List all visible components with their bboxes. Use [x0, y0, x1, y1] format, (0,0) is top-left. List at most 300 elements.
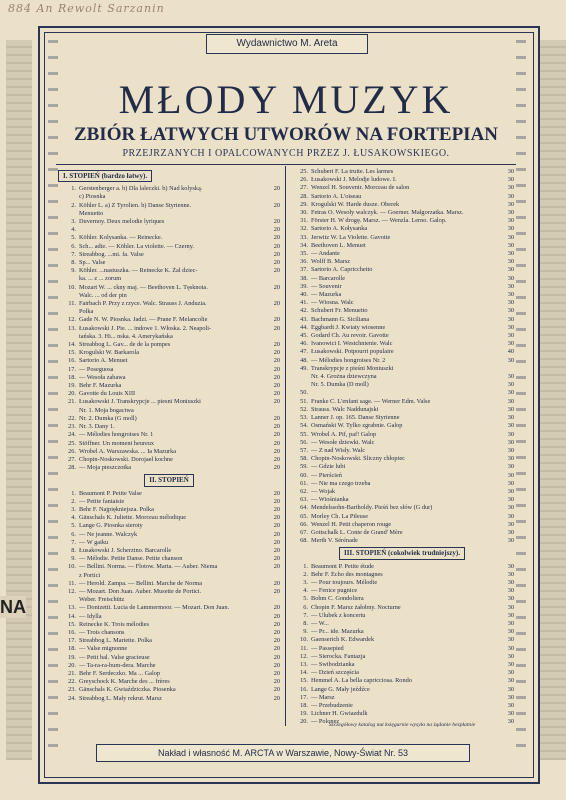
entry-number: 53.	[300, 414, 308, 422]
entry-price: 30	[507, 414, 514, 422]
entry-title: — Mélodies hongroises Nr. 2	[311, 356, 386, 364]
catalog-entry	[58, 596, 280, 604]
entry-number: 20.	[300, 718, 308, 726]
entry-title: Nr. 3. Dany 1.	[79, 423, 115, 431]
entry-price: 30	[507, 291, 514, 299]
catalog-entry	[58, 490, 280, 498]
catalog-entry	[58, 662, 280, 670]
entry-number: 14.	[300, 669, 308, 677]
catalog-entry	[290, 620, 514, 628]
entry-title: — Petite fantaisie	[79, 497, 125, 505]
catalog-entry	[58, 292, 280, 300]
entry-title: Greyschock K. Marche des ... frères	[79, 678, 170, 686]
catalog-entry	[290, 201, 514, 209]
entry-price: 20	[273, 620, 280, 628]
catalog-entry	[290, 472, 514, 480]
entry-title: Sp... Valse	[79, 259, 106, 267]
entry-title: — Sierocka. Fantazja	[311, 652, 366, 660]
entry-price: 40	[507, 348, 514, 356]
entry-price: 20	[273, 686, 280, 694]
entry-price: 30	[507, 430, 514, 438]
entry-price: 30	[507, 250, 514, 258]
catalog-entry	[290, 521, 514, 529]
entry-title: Streabbog L. Mały rekrut. Marsz	[79, 694, 162, 702]
entry-price: 30	[507, 587, 514, 595]
publisher-label: Wydawnictwo M. Areta	[206, 34, 368, 54]
catalog-entry	[290, 612, 514, 620]
catalog-entry	[290, 529, 514, 537]
entry-price: 20	[273, 259, 280, 267]
entry-price: 30	[507, 381, 514, 389]
header-divider	[56, 164, 516, 165]
entry-price: 20	[273, 653, 280, 661]
entry-title: Transkrypcje z pieśni Moniuszki	[311, 364, 394, 372]
entry-number: 64.	[300, 504, 308, 512]
entry-number	[290, 373, 311, 381]
entry-number: 8.	[303, 619, 308, 627]
entry-title: Bachmann G. Siciliana	[311, 315, 370, 323]
catalog-entry	[290, 636, 514, 644]
entry-number: 25.	[300, 168, 308, 175]
entry-price: 30	[507, 710, 514, 718]
entry-number: 4.	[303, 587, 308, 595]
catalog-entry	[290, 694, 514, 702]
entry-title: Chopin-Noskowski. Dorojaeł kochne	[79, 455, 173, 463]
entry-number: 19.	[300, 710, 308, 718]
entry-title: Merth V. Sérénade	[311, 537, 358, 545]
catalog-entry	[58, 398, 280, 406]
catalog-entry	[290, 340, 514, 348]
entry-price: 20	[273, 316, 280, 324]
entry-number: 27.	[68, 455, 76, 463]
entry-number: 16.	[300, 685, 308, 693]
catalog-entry	[58, 390, 280, 398]
entry-number: 17.	[68, 365, 76, 373]
catalog-entry	[290, 669, 514, 677]
entry-title: — Donizetti. Lucia de Lammermoor. — Mozart. Don Juan.	[79, 604, 230, 612]
entry-price: 20	[273, 587, 280, 595]
entry-number: 13.	[68, 324, 76, 332]
edge-label: NA	[0, 597, 26, 617]
entry-number: 16.	[68, 357, 76, 365]
catalog-entry	[290, 439, 514, 447]
entry-price: 30	[507, 702, 514, 709]
entry-title: ka. ... z ... zorum	[79, 275, 122, 283]
entry-title: Streabbog L. Mariette. Polka	[79, 637, 152, 645]
catalog-entry	[58, 621, 280, 629]
entry-number: 34.	[300, 241, 308, 249]
entry-title: Gänschals K. Juliette. Morceau mélodique	[79, 514, 187, 522]
entry-title: Sartorio A. Kołysanka	[311, 225, 368, 233]
catalog-entry	[58, 686, 280, 694]
entry-title: Nr. 1. Moja bogactwa	[79, 406, 134, 414]
entry-price	[262, 308, 280, 316]
catalog-entry	[58, 218, 280, 226]
catalog-entry	[290, 299, 514, 307]
entry-number: 3.	[71, 505, 76, 513]
entry-price: 30	[507, 528, 514, 536]
entry-title: Weber. Freischütz	[79, 596, 125, 604]
entry-price: 30	[507, 332, 514, 340]
entry-price: 30	[507, 422, 514, 430]
entry-number: 5.	[303, 595, 308, 603]
entry-number: 32.	[300, 225, 308, 233]
entry-title: Chopin-Noskowski. Śliczny chłopiec	[311, 455, 405, 463]
catalog-entry	[58, 555, 280, 563]
entry-title: c) Piosnka	[79, 193, 106, 201]
entry-price: 20	[273, 234, 280, 242]
entry-price	[262, 333, 280, 341]
right-column	[290, 168, 514, 727]
entry-title: — Mazurka	[311, 291, 342, 299]
entry-title: Łusakowski J. Pie. ... indowe 1. Włoska. 2. Neapoli-	[79, 324, 212, 332]
catalog-entry	[290, 389, 514, 397]
section-1-continued-list	[290, 168, 514, 545]
catalog-entry	[290, 686, 514, 694]
entry-title: Gerstenberger a. b) Dla laleczki. b) Nad kolyską.	[79, 185, 203, 193]
entry-number: 8.	[71, 259, 76, 267]
catalog-entry	[58, 357, 280, 365]
catalog-entry	[290, 283, 514, 291]
entry-number: 26.	[68, 447, 76, 455]
entry-number: 16.	[68, 628, 76, 636]
entry-price: 20	[273, 357, 280, 365]
catalog-entry	[58, 563, 280, 571]
pencil-annotation: 884 An Rewolt Sarzanin	[8, 2, 165, 15]
catalog-entry	[58, 498, 280, 506]
entry-number: 7.	[71, 538, 76, 546]
entry-price	[262, 193, 280, 201]
entry-number: 2.	[71, 497, 76, 505]
entry-title: — Moja pieszczotka	[79, 464, 132, 472]
entry-number: 50.	[300, 389, 308, 397]
entry-number: 46.	[300, 340, 308, 348]
entry-title: Ivanowici I. Westchnienie. Walc	[311, 340, 393, 348]
entry-price: 20	[273, 398, 280, 406]
entry-price: 20	[273, 604, 280, 612]
entry-title: z Portici	[79, 571, 101, 579]
catalog-entry	[290, 242, 514, 250]
catalog-entry	[290, 398, 514, 406]
entry-number: 66.	[300, 520, 308, 528]
catalog-entry	[58, 243, 280, 251]
entry-title: Sch... adie. — Köhler. La violette. — Czerny.	[79, 242, 195, 250]
entry-price: 20	[273, 324, 280, 332]
entry-price: 30	[507, 340, 514, 348]
entry-title: — Petit bal. Valse gracieuse	[79, 653, 150, 661]
entry-price: 20	[273, 414, 280, 422]
entry-title: — Gdzie lubi	[311, 463, 346, 471]
editor-line: PRZEJRZANYCH I OPALCOWANYCH PRZEZ J. ŁUSAKOWSKIEGO.	[122, 148, 450, 159]
entry-price: 30	[507, 323, 514, 331]
entry-number: 19.	[68, 653, 76, 661]
entry-title: Köhler. ...nastuszka. — Reinecke K. Żal dziec-	[79, 267, 198, 275]
entry-number: 48.	[300, 356, 308, 364]
catalog-entry	[290, 307, 514, 315]
entry-title: Chopin F. Marsz żałobny. Nocturne	[311, 603, 401, 611]
catalog-entry	[58, 531, 280, 539]
entry-price: 20	[273, 423, 280, 431]
entry-title: — Souvenir	[311, 282, 342, 290]
entry-title: — Poseguosa	[79, 365, 114, 373]
entry-price: 20	[273, 267, 280, 275]
catalog-entry	[290, 480, 514, 488]
catalog-entry	[58, 366, 280, 374]
entry-price: 20	[273, 464, 280, 472]
entry-price: 30	[507, 463, 514, 471]
catalog-entry	[58, 522, 280, 530]
catalog-entry	[290, 225, 514, 233]
catalog-entry	[290, 677, 514, 685]
entry-price: 20	[273, 661, 280, 669]
entry-price: 30	[507, 241, 514, 249]
catalog-entry	[58, 284, 280, 292]
entry-title: Gavotte du Louis XIII	[79, 390, 136, 398]
entry-title: Fairbach P. Przy z rzyce. Walc. Strauss J. Anduzia.	[79, 300, 207, 308]
entry-number: 3.	[71, 218, 76, 226]
entry-number: 18.	[68, 645, 76, 653]
entry-title: Eggbardt J. Kwiaty wiosenne	[311, 323, 386, 331]
entry-price: 20	[273, 645, 280, 653]
entry-price	[262, 275, 280, 283]
catalog-entry	[290, 332, 514, 340]
section-3-list	[290, 563, 514, 727]
entry-title: — Polonez	[311, 718, 340, 726]
publisher-footer: Nakład i własność M. ARCTA w Warszawie, Nowy-Świat Nr. 53	[96, 744, 470, 762]
catalog-entry	[58, 604, 280, 612]
entry-title: — Idylla	[79, 612, 102, 620]
catalog-entry	[58, 275, 280, 283]
entry-number: 10.	[68, 283, 76, 291]
entry-title: Fetras O. Wesoły walczyk. — Goerner. Małgorzatka. Marsz.	[311, 209, 464, 217]
entry-price: 30	[507, 282, 514, 290]
entry-title: Gaenserich K. Edwardek	[311, 636, 375, 644]
entry-number: 21.	[68, 398, 76, 406]
entry-price: 20	[273, 612, 280, 620]
catalog-entry	[58, 572, 280, 580]
entry-title: — W gaiku	[79, 538, 109, 546]
catalog-entry	[58, 670, 280, 678]
entry-title: Stöffner. Un moment heureux	[79, 439, 155, 447]
entry-price: 30	[507, 307, 514, 315]
column-divider	[285, 166, 286, 726]
entry-number: 59.	[300, 463, 308, 471]
entry-number: 31.	[300, 217, 308, 225]
entry-title: Behr F. Mazurka	[79, 382, 122, 390]
entry-price: 30	[507, 619, 514, 627]
entry-price: 20	[273, 538, 280, 546]
entry-title: Wenzel H. Souvenir. Morceau de salon	[311, 184, 410, 192]
catalog-entry	[58, 678, 280, 686]
entry-number: 47.	[300, 348, 308, 356]
entry-title: Sartorio A. L'oiseau	[311, 192, 362, 200]
entry-price: 20	[273, 431, 280, 439]
catalog-entry	[58, 193, 280, 201]
entry-number: 68.	[300, 537, 308, 545]
catalog-entry	[290, 488, 514, 496]
entry-price: 30	[507, 373, 514, 381]
entry-price: 30	[507, 217, 514, 225]
entry-number: 2.	[71, 201, 76, 209]
catalog-entry	[58, 202, 280, 210]
entry-number: 7.	[303, 611, 308, 619]
entry-number: 29.	[300, 200, 308, 208]
entry-number	[58, 210, 79, 218]
entry-title: Łusakowski J. Transkrypcje ... piesni Moniuszki	[79, 398, 201, 406]
entry-price: 30	[507, 669, 514, 677]
entry-title: — Mélodies hongroises Nr. 1	[79, 431, 154, 439]
catalog-entry	[58, 506, 280, 514]
entry-title: Schubert F. La truite. Les larmes	[311, 168, 394, 175]
catalog-entry	[290, 447, 514, 455]
entry-number: 57.	[300, 446, 308, 454]
entry-price: 20	[273, 489, 280, 497]
catalog-entry	[290, 702, 514, 710]
entry-number: 67.	[300, 528, 308, 536]
section-heading-1: I. STOPIEŃ (bardzo łatwy).	[58, 170, 152, 182]
entry-price: 20	[273, 201, 280, 209]
entry-price: 20	[273, 242, 280, 250]
entry-price: 30	[507, 446, 514, 454]
catalog-entry	[58, 316, 280, 324]
entry-title: Bohm C. Gondoliera	[311, 595, 364, 603]
catalog-entry	[290, 209, 514, 217]
entry-price: 30	[507, 209, 514, 217]
catalog-entry	[58, 407, 280, 415]
entry-price: 20	[273, 628, 280, 636]
entry-title: Wolff B. Marsz	[311, 258, 351, 266]
catalog-entry	[58, 185, 280, 193]
entry-number: 45.	[300, 332, 308, 340]
catalog-entry	[58, 695, 280, 703]
catalog-entry	[290, 250, 514, 258]
entry-number: 36.	[300, 258, 308, 266]
entry-number: 15.	[68, 620, 76, 628]
catalog-entry	[58, 464, 280, 472]
entry-title: Mozart W. ... ckny maj. — Beethoven L. Tęsknota.	[79, 283, 208, 291]
entry-number: 13.	[68, 604, 76, 612]
entry-price: 30	[507, 356, 514, 364]
entry-title: Łusakowski J. Melodje ludowe. I.	[311, 176, 397, 184]
entry-price: 30	[507, 693, 514, 701]
entry-number: 49.	[300, 364, 308, 372]
entry-number: 19.	[68, 382, 76, 390]
entry-number: 25.	[68, 439, 76, 447]
entry-title: — Dzień szczęścia	[311, 669, 359, 677]
entry-number: 42.	[300, 307, 308, 315]
entry-price: 30	[507, 595, 514, 603]
entry-title: Behr F. Najpiękniejsza. Polka	[79, 505, 154, 513]
entry-number	[290, 381, 311, 389]
catalog-entry	[58, 382, 280, 390]
entry-title: — Passepied	[311, 644, 344, 652]
entry-price: 30	[507, 487, 514, 495]
entry-price: 20	[273, 669, 280, 677]
entry-price	[262, 572, 280, 580]
entry-number: 23.	[68, 423, 76, 431]
entry-number: 15.	[68, 349, 76, 357]
entry-price: 20	[273, 226, 280, 234]
catalog-entry	[290, 496, 514, 504]
catalog-entry	[290, 234, 514, 242]
entry-number: 18.	[68, 373, 76, 381]
entry-price: 20	[273, 300, 280, 308]
entry-title: Köhler L. a) Z Tyrolien. b) Danse Styrienne.	[79, 201, 192, 209]
entry-price: 30	[507, 578, 514, 586]
entry-price: 20	[273, 530, 280, 538]
entry-number: 1.	[71, 185, 76, 193]
entry-price: 30	[507, 176, 514, 184]
entry-title: Behr F. Écho des montagnes	[311, 570, 383, 578]
catalog-entry	[290, 513, 514, 521]
entry-title: Streabbog. ...mi. fa. Valse	[79, 250, 144, 258]
entry-title: Sartorio A. Menuet	[79, 357, 128, 365]
entry-number: 12.	[300, 652, 308, 660]
entry-title: Gänschals K. Gwiaździczka. Piosenka	[79, 686, 176, 694]
entry-number: 22.	[68, 678, 76, 686]
entry-number: 12.	[68, 316, 76, 324]
entry-title: Beaumont P. Petite Valse	[79, 489, 142, 497]
catalog-entry	[290, 357, 514, 365]
entry-price	[496, 365, 514, 373]
entry-number: 9.	[71, 267, 76, 275]
entry-price: 20	[273, 218, 280, 226]
catalog-entry	[290, 275, 514, 283]
entry-title: — Marsz	[311, 693, 335, 701]
entry-title: Walc. ... od der pin	[79, 291, 127, 299]
entry-number: 39.	[300, 282, 308, 290]
entry-number	[58, 333, 79, 341]
entry-price: 30	[507, 496, 514, 504]
entry-price: 20	[273, 365, 280, 373]
entry-number: 44.	[300, 323, 308, 331]
entry-title: — Wesołe dziewki. Walc	[311, 438, 375, 446]
catalog-entry	[290, 176, 514, 184]
entry-number: 11.	[300, 644, 308, 652]
entry-price: 30	[507, 570, 514, 578]
entry-price: 20	[273, 497, 280, 505]
entry-number: 8.	[71, 546, 76, 554]
catalog-entry	[58, 308, 280, 316]
entry-price: 30	[507, 266, 514, 274]
entry-title: Lange G. Piosnka sieroty	[79, 522, 143, 530]
entry-title: Streabbog L. Gav... de de la pompes	[79, 341, 171, 349]
catalog-entry	[290, 381, 514, 389]
entry-price: 30	[507, 537, 514, 545]
entry-price: 30	[507, 192, 514, 200]
entry-title: Hemmel A. La bella capricciosa. Rondo	[311, 677, 412, 685]
entry-title: Łusakowski. Potpourri populaire	[311, 348, 394, 356]
catalog-entry	[290, 258, 514, 266]
entry-price: 20	[273, 382, 280, 390]
entry-price: 20	[273, 555, 280, 563]
catalog-entry	[290, 406, 514, 414]
entry-price: 30	[507, 718, 514, 726]
entry-title: Gade N. W. Piosnka. Jadzi. — Prane F. Melancolie	[79, 316, 208, 324]
entry-price: 30	[507, 660, 514, 668]
entry-number: 20.	[68, 390, 76, 398]
catalog-entry	[58, 341, 280, 349]
entry-price: 20	[273, 563, 280, 571]
entry-number: 62.	[300, 487, 308, 495]
entry-number	[58, 407, 79, 415]
entry-number: 40.	[300, 291, 308, 299]
entry-number	[58, 596, 79, 604]
entry-number: 2.	[303, 570, 308, 578]
entry-number: 28.	[300, 192, 308, 200]
entry-price: 20	[273, 579, 280, 587]
entry-title: — Ta-ra-ra-bum-dera. Marche	[79, 661, 156, 669]
